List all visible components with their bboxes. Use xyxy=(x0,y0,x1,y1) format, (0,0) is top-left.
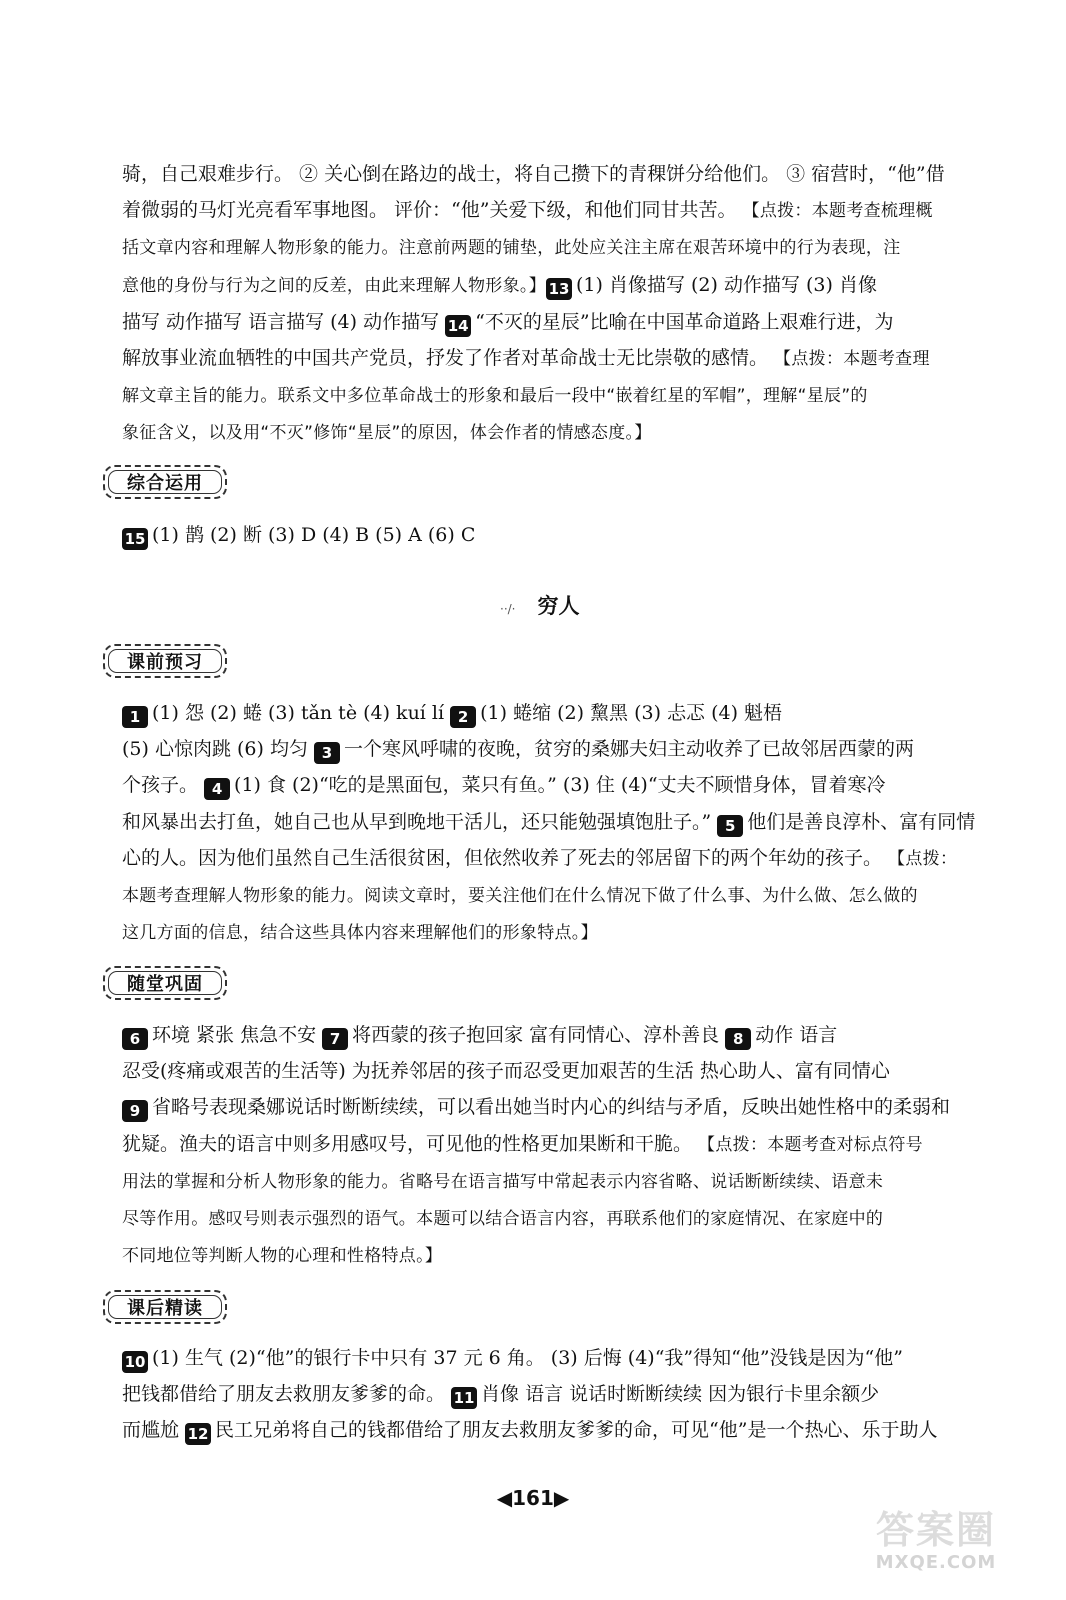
answer-text: 心的人。因为他们虽然自己生活很贫困，但依然收养了死去的邻居留下的两个年幼的孩子。 xyxy=(122,846,889,869)
text-line xyxy=(122,192,968,229)
text-line xyxy=(122,840,968,877)
answer-block-4 xyxy=(122,1017,968,1274)
answer-text: 个孩子。 xyxy=(122,774,205,797)
hint-text: 【点拨：本题考查对标点符号 xyxy=(698,1134,923,1155)
text-line xyxy=(122,1053,968,1089)
section-tag-label: 随堂巩固 xyxy=(108,971,222,995)
text-line xyxy=(122,340,968,377)
lesson-title-text: 穷人 xyxy=(537,594,580,618)
title-decoration: ··/· xyxy=(500,602,516,616)
answer-text: 着微弱的马灯光亮看军事地图。 评价：“他”关爱下级，和他们同甘共苦。 xyxy=(122,199,743,222)
section-tag-label: 综合运用 xyxy=(108,470,222,494)
answer-block-5 xyxy=(122,1340,968,1449)
text-line xyxy=(122,1237,968,1274)
text-line xyxy=(122,377,968,414)
answer-text: (1) 肖像描写 (2) 动作描写 (3) 肖像 xyxy=(576,273,877,296)
question-number-badge: 1 xyxy=(122,706,148,728)
question-number-badge: 15 xyxy=(122,528,148,550)
text-line xyxy=(122,1017,968,1053)
text-line xyxy=(122,1376,968,1412)
text-line xyxy=(122,1412,968,1448)
text-line xyxy=(122,877,968,914)
watermark xyxy=(846,1508,1026,1578)
answer-text: 犹疑。渔夫的语言中则多用感叹号，可见他的性格更加果断和干脆。 xyxy=(122,1132,699,1155)
answer-text: 动作 语言 xyxy=(755,1024,838,1046)
answer-text: 而尴尬 xyxy=(122,1419,186,1442)
section-tag-label: 课后精读 xyxy=(108,1295,222,1319)
hint-text: 括文章内容和理解人物形象的能力。注意前两题的铺垫，此处应关注主席在艰苦环境中的行为表现，注 xyxy=(122,238,901,259)
watermark-logo: 答案圈 xyxy=(875,1508,996,1552)
section-tag-label: 课前预习 xyxy=(108,649,222,673)
text-line xyxy=(122,914,968,951)
answer-text: (1) 食 (2)“吃的是黑面包，菜只有鱼。” (3) 住 (4)“丈夫不顾惜身体，冒着寒冷 xyxy=(234,774,886,797)
answer-text: 骑，自己艰难步行。 ② 关心倒在路边的战士，将自己攒下的青稞饼分给他们。 ③ 宿营时，“他”借 xyxy=(122,163,945,185)
answer-text: “不灭的星辰”比喻在中国革命道路上艰难行进，为 xyxy=(475,310,894,333)
page-number: ◀161▶ xyxy=(496,1486,570,1510)
text-line xyxy=(122,804,976,840)
question-number-badge: 3 xyxy=(314,742,340,764)
text-line xyxy=(122,156,968,192)
text-line xyxy=(122,731,968,767)
answer-text: 将西蒙的孩子抱回家 富有同情心、淳朴善良 xyxy=(352,1024,726,1046)
answer-text: 忍受(疼痛或艰苦的生活等) 为抚养邻居的孩子而忍受更加艰苦的生活 热心助人、富有同情心 xyxy=(122,1060,890,1083)
text-line xyxy=(122,229,968,266)
hint-text: 【点拨：本题考查理 xyxy=(774,349,930,370)
question-number-badge: 4 xyxy=(204,778,230,800)
text-line xyxy=(122,414,968,451)
section-tag-consolidate xyxy=(103,966,227,1000)
answer-text: (1) 蜷缩 (2) 黧黑 (3) 忐忑 (4) 魁梧 xyxy=(480,702,783,724)
section-tag-comprehensive xyxy=(103,465,227,499)
question-number-badge: 2 xyxy=(450,706,476,728)
answer-text: (1) 怨 (2) 蜷 (3) tǎn tè (4) kuí lí xyxy=(152,702,451,724)
text-line xyxy=(122,1126,968,1163)
answer-text: 肖像 语言 说话时断断续续 因为银行卡里余额少 xyxy=(481,1383,880,1406)
answer-text: 环境 紧张 焦急不安 xyxy=(152,1024,323,1046)
section-tag-preview xyxy=(103,644,227,678)
text-line xyxy=(122,1200,968,1237)
answer-text: (1) 生气 (2)“他”的银行卡中只有 37 元 6 角。 (3) 后悔 (4)“我”得知“他”没钱是因为“他” xyxy=(152,1347,903,1369)
text-line xyxy=(122,1340,968,1376)
text-line xyxy=(122,1089,968,1125)
answer-text: (5) 心惊肉跳 (6) 均匀 xyxy=(122,738,314,761)
question-number-badge: 12 xyxy=(185,1423,211,1445)
answer-text: 解放事业流血牺牲的中国共产党员，抒发了作者对革命战士无比崇敬的感情。 xyxy=(122,347,775,370)
question-number-badge: 13 xyxy=(546,278,572,300)
answer-block-1 xyxy=(122,156,968,452)
text-line xyxy=(122,767,968,803)
text-line xyxy=(122,304,968,340)
text-line xyxy=(122,1163,968,1200)
hint-text: 意他的身份与行为之间的反差，由此来理解人物形象。】 xyxy=(122,275,546,296)
hint-text: 不同地位等判断人物的心理和性格特点。】 xyxy=(122,1246,443,1267)
question-number-badge: 10 xyxy=(122,1351,148,1373)
question-number-badge: 6 xyxy=(122,1028,148,1050)
hint-text: 【点拨： xyxy=(888,848,958,869)
hint-text: 解文章主旨的能力。联系文中多位革命战士的形象和最后一段中“嵌着红星的军帽”，理解“星辰”的 xyxy=(122,386,868,407)
answer-text: 一个寒风呼啸的夜晚，贫穷的桑娜夫妇主动收养了已故邻居西蒙的两 xyxy=(344,738,915,761)
watermark-url: MXQE.COM xyxy=(875,1552,997,1573)
hint-text: 本题考查理解人物形象的能力。阅读文章时，要关注他们在什么情况下做了什么事、为什么做、怎么做的 xyxy=(122,886,918,907)
answer-block-2 xyxy=(122,517,968,553)
hint-text: 尽等作用。感叹号则表示强烈的语气。本题可以结合语言内容，再联系他们的家庭情况、在家庭中的 xyxy=(122,1209,884,1230)
answer-block-3 xyxy=(122,695,976,951)
question-number-badge: 7 xyxy=(322,1028,348,1050)
question-number-badge: 14 xyxy=(445,315,471,337)
answer-text: 和风暴出去打鱼，她自己也从早到晚地干活儿，还只能勉强填饱肚子。” xyxy=(122,810,718,833)
question-number-badge: 11 xyxy=(451,1387,477,1409)
lesson-title xyxy=(500,590,580,620)
question-number-badge: 8 xyxy=(725,1028,751,1050)
section-tag-reading xyxy=(103,1290,227,1324)
answer-text: 省略号表现桑娜说话时断断续续，可以看出她当时内心的纠结与矛盾，反映出她性格中的柔弱和 xyxy=(152,1096,951,1119)
answer-text: 描写 动作描写 语言描写 (4) 动作描写 xyxy=(122,310,446,333)
text-line xyxy=(122,267,968,304)
answer-text: 他们是善良淳朴、富有同情 xyxy=(747,810,976,833)
answer-text: (1) 鹊 (2) 断 (3) D (4) B (5) A (6) C xyxy=(152,524,476,546)
answer-text: 把钱都借给了朋友去救朋友爹爹的命。 xyxy=(122,1383,452,1406)
question-number-badge: 9 xyxy=(122,1100,148,1122)
answer-text: 民工兄弟将自己的钱都借给了朋友去救朋友爹爹的命，可见“他”是一个热心、乐于助人 xyxy=(215,1419,938,1442)
hint-text: 象征含义，以及用“不灭”修饰“星辰”的原因，体会作者的情感态度。】 xyxy=(122,423,652,444)
hint-text: 这几方面的信息，结合这些具体内容来理解他们的形象特点。】 xyxy=(122,923,598,944)
hint-text: 【点拨：本题考查梳理概 xyxy=(742,201,933,222)
text-line xyxy=(122,517,968,553)
question-number-badge: 5 xyxy=(717,815,743,837)
text-line xyxy=(122,695,968,731)
hint-text: 用法的掌握和分析人物形象的能力。省略号在语言描写中常起表示内容省略、说话断断续续、语意未 xyxy=(122,1171,884,1192)
